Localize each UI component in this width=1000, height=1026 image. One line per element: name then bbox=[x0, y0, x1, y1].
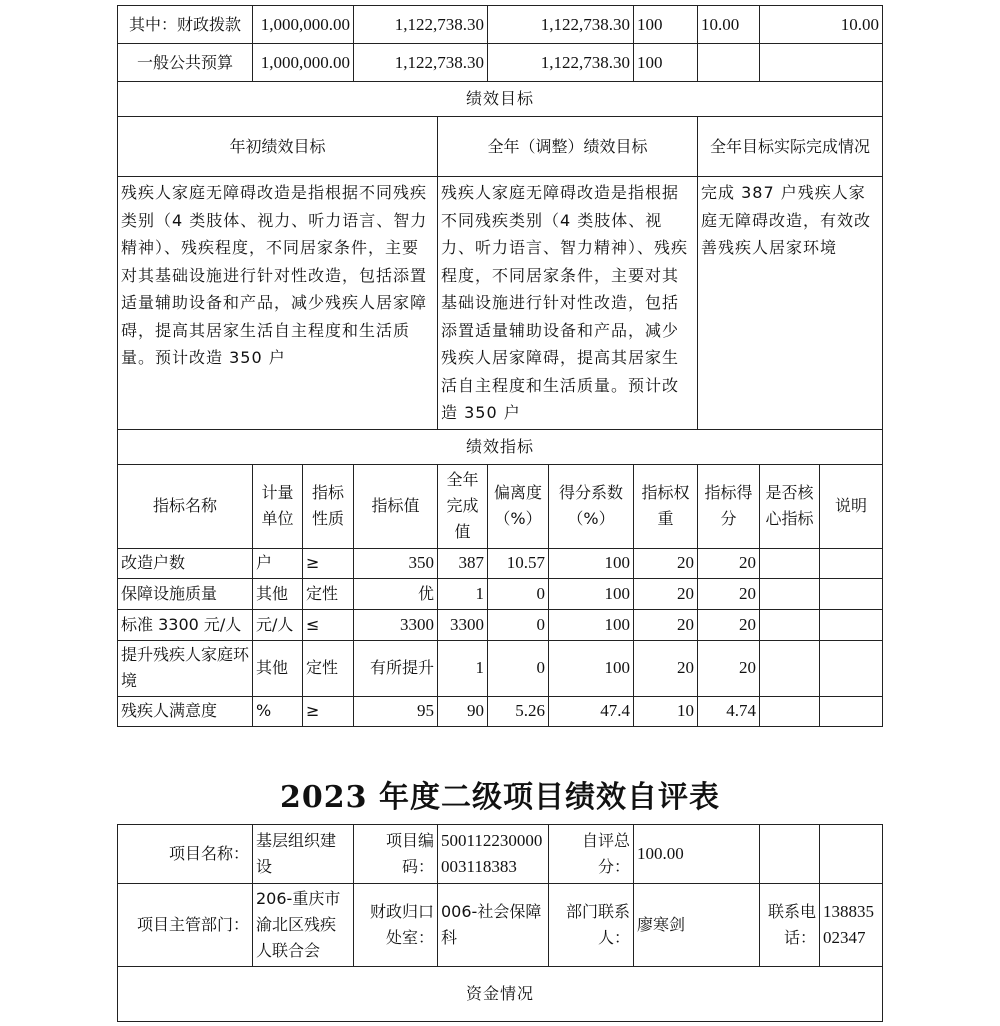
indicator-done: 3300 bbox=[438, 609, 488, 640]
project-code-value: 500112230000003118383 bbox=[438, 825, 549, 884]
indicator-value: 有所提升 bbox=[354, 640, 438, 696]
col-header: 指标名称 bbox=[118, 464, 253, 548]
indicator-score: 20 bbox=[698, 578, 760, 609]
indicator-dev: 0 bbox=[488, 609, 549, 640]
indicator-weight: 20 bbox=[634, 640, 698, 696]
contact-label: 部门联系人： bbox=[549, 884, 634, 967]
indicator-core bbox=[760, 578, 820, 609]
dept-value: 206-重庆市渝北区残疾人联合会 bbox=[253, 884, 354, 967]
indicator-weight: 10 bbox=[634, 696, 698, 726]
indicators-section-title: 绩效指标 bbox=[118, 429, 883, 464]
indicator-dev: 10.57 bbox=[488, 548, 549, 578]
indicator-nature: ≤ bbox=[303, 609, 354, 640]
indicator-dev: 5.26 bbox=[488, 696, 549, 726]
indicator-nature: 定性 bbox=[303, 640, 354, 696]
funds-section-title: 资金情况 bbox=[118, 967, 883, 1022]
indicator-unit: % bbox=[253, 696, 303, 726]
goals-section-title: 绩效目标 bbox=[118, 82, 883, 117]
funding-label: 其中：财政拨款 bbox=[118, 6, 253, 44]
indicator-coef: 100 bbox=[549, 578, 634, 609]
indicator-note bbox=[820, 640, 883, 696]
indicator-row bbox=[118, 696, 883, 726]
project-name-label: 项目名称： bbox=[118, 825, 253, 884]
indicator-done: 387 bbox=[438, 548, 488, 578]
indicator-nature: ≥ bbox=[303, 696, 354, 726]
project-code-label: 项目编码： bbox=[354, 825, 438, 884]
indicator-coef: 100 bbox=[549, 548, 634, 578]
indicator-row bbox=[118, 578, 883, 609]
indicator-unit: 其他 bbox=[253, 640, 303, 696]
funding-executed: 1,122,738.30 bbox=[488, 44, 634, 82]
funding-executed: 1,122,738.30 bbox=[488, 6, 634, 44]
funding-adjusted: 1,122,738.30 bbox=[354, 6, 488, 44]
goal-adjusted-text: 残疾人家庭无障碍改造是指根据不同残疾类别（4 类肢体、视力、听力语言、智力精神）、残疾程度，不同居家条件，主要对其基础设施进行针对性改造，包括添置适量辅助设备和产品，减少残疾人居家障碍，提高其居家生活自主程度和生活质量。预计改造 350 户 bbox=[438, 177, 698, 430]
indicator-weight: 20 bbox=[634, 548, 698, 578]
indicator-done: 90 bbox=[438, 696, 488, 726]
indicator-coef: 47.4 bbox=[549, 696, 634, 726]
indicator-score: 20 bbox=[698, 609, 760, 640]
indicator-unit: 元/人 bbox=[253, 609, 303, 640]
indicator-core bbox=[760, 696, 820, 726]
empty-cell bbox=[760, 825, 820, 884]
funding-rate: 100 bbox=[634, 44, 698, 82]
indicator-note bbox=[820, 696, 883, 726]
indicator-row bbox=[118, 548, 883, 578]
indicator-core bbox=[760, 609, 820, 640]
indicator-name: 标准 3300 元/人 bbox=[118, 609, 253, 640]
finance-office-label: 财政归口处室： bbox=[354, 884, 438, 967]
indicator-note bbox=[820, 548, 883, 578]
indicator-score: 20 bbox=[698, 548, 760, 578]
indicator-name: 残疾人满意度 bbox=[118, 696, 253, 726]
indicator-score: 20 bbox=[698, 640, 760, 696]
col-header: 说明 bbox=[820, 464, 883, 548]
form-title: 2023 年度二级项目绩效自评表 bbox=[280, 780, 720, 815]
col-header: 指标权重 bbox=[634, 464, 698, 548]
indicator-weight: 20 bbox=[634, 578, 698, 609]
funding-budget: 1,000,000.00 bbox=[253, 6, 354, 44]
self-score-value: 100.00 bbox=[634, 825, 760, 884]
empty-cell bbox=[820, 825, 883, 884]
performance-table bbox=[117, 5, 883, 727]
col-header: 全年完成值 bbox=[438, 464, 488, 548]
indicator-nature: 定性 bbox=[303, 578, 354, 609]
phone-value: 13883502347 bbox=[820, 884, 883, 967]
dept-label: 项目主管部门： bbox=[118, 884, 253, 967]
goal-initial-text: 残疾人家庭无障碍改造是指根据不同残疾类别（4 类肢体、视力、听力语言、智力精神）、残疾程度，不同居家条件，主要对其基础设施进行针对性改造，包括添置适量辅助设备和产品，减少残疾人居家障碍，提高其居家生活自主程度和生活质量。预计改造 350 户 bbox=[118, 177, 438, 430]
indicator-unit: 其他 bbox=[253, 578, 303, 609]
indicator-coef: 100 bbox=[549, 640, 634, 696]
indicator-note bbox=[820, 578, 883, 609]
col-header: 得分系数（%） bbox=[549, 464, 634, 548]
indicator-name: 保障设施质量 bbox=[118, 578, 253, 609]
indicator-score: 4.74 bbox=[698, 696, 760, 726]
indicator-nature: ≥ bbox=[303, 548, 354, 578]
indicator-value: 95 bbox=[354, 696, 438, 726]
goals-header-adjusted: 全年（调整）绩效目标 bbox=[438, 117, 698, 177]
finance-office-value: 006-社会保障科 bbox=[438, 884, 549, 967]
indicator-note bbox=[820, 609, 883, 640]
funding-score: 10.00 bbox=[760, 6, 883, 44]
funding-adjusted: 1,122,738.30 bbox=[354, 44, 488, 82]
funding-label: 一般公共预算 bbox=[118, 44, 253, 82]
col-header: 指标值 bbox=[354, 464, 438, 548]
funding-weight bbox=[698, 44, 760, 82]
indicator-dev: 0 bbox=[488, 578, 549, 609]
col-header: 计量单位 bbox=[253, 464, 303, 548]
indicator-done: 1 bbox=[438, 578, 488, 609]
indicator-done: 1 bbox=[438, 640, 488, 696]
goals-header-actual: 全年目标实际完成情况 bbox=[698, 117, 883, 177]
phone-label: 联系电话： bbox=[760, 884, 820, 967]
indicator-value: 350 bbox=[354, 548, 438, 578]
indicators-header-row bbox=[118, 464, 883, 548]
funding-budget: 1,000,000.00 bbox=[253, 44, 354, 82]
project-name-value: 基层组织建设 bbox=[253, 825, 354, 884]
indicator-core bbox=[760, 548, 820, 578]
funding-weight: 10.00 bbox=[698, 6, 760, 44]
contact-value: 廖寒剑 bbox=[634, 884, 760, 967]
indicator-weight: 20 bbox=[634, 609, 698, 640]
indicator-name: 提升残疾人家庭环境 bbox=[118, 640, 253, 696]
goals-header-initial: 年初绩效目标 bbox=[118, 117, 438, 177]
indicator-row bbox=[118, 609, 883, 640]
indicator-row bbox=[118, 640, 883, 696]
funding-score bbox=[760, 44, 883, 82]
project-info-table bbox=[117, 824, 883, 1022]
goal-actual-text: 完成 387 户残疾人家庭无障碍改造，有效改善残疾人居家环境 bbox=[698, 177, 883, 430]
col-header: 指标性质 bbox=[303, 464, 354, 548]
indicator-core bbox=[760, 640, 820, 696]
col-header: 指标得分 bbox=[698, 464, 760, 548]
self-score-label: 自评总分： bbox=[549, 825, 634, 884]
funding-row bbox=[118, 6, 883, 44]
funding-row bbox=[118, 44, 883, 82]
indicator-unit: 户 bbox=[253, 548, 303, 578]
indicator-name: 改造户数 bbox=[118, 548, 253, 578]
col-header: 是否核心指标 bbox=[760, 464, 820, 548]
funding-rate: 100 bbox=[634, 6, 698, 44]
col-header: 偏离度（%） bbox=[488, 464, 549, 548]
indicator-value: 优 bbox=[354, 578, 438, 609]
indicator-value: 3300 bbox=[354, 609, 438, 640]
indicator-dev: 0 bbox=[488, 640, 549, 696]
indicator-coef: 100 bbox=[549, 609, 634, 640]
